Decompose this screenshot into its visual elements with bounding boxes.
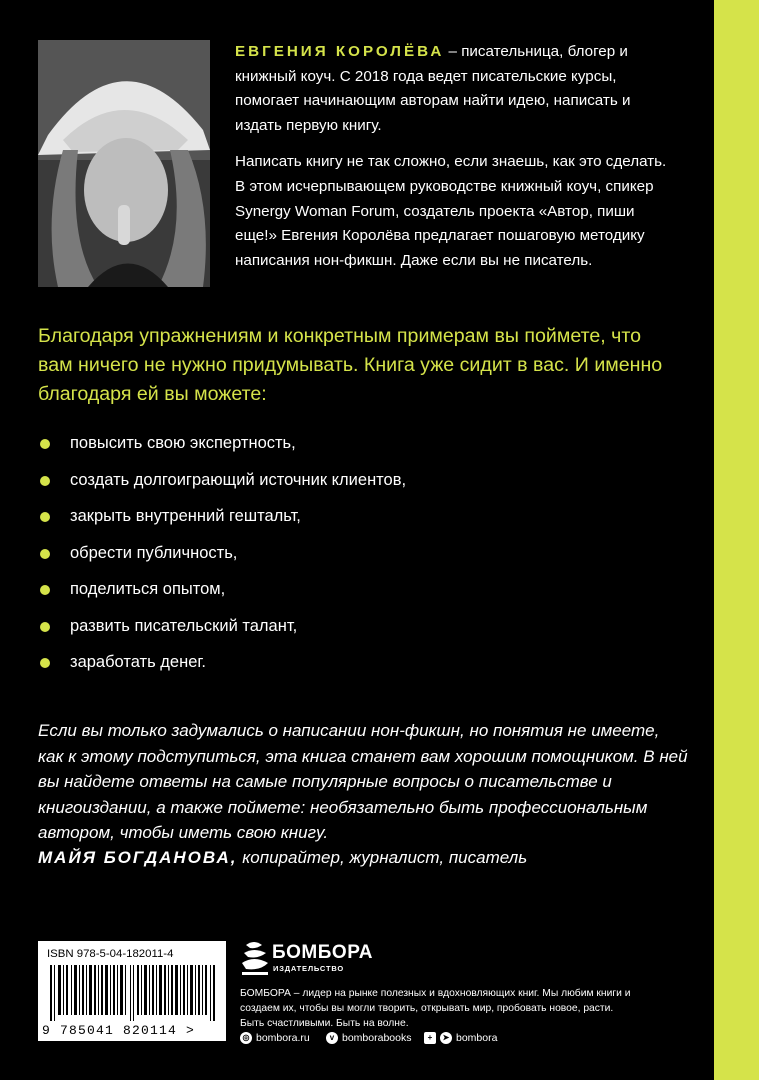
list-item: [38, 425, 658, 462]
bullet-icon: [40, 622, 50, 632]
list-item: [38, 571, 658, 608]
bullet-icon: [40, 512, 50, 522]
publisher-logo-subtitle: ИЗДАТЕЛЬСТВО: [273, 964, 344, 973]
reviewer-credit: [38, 848, 527, 868]
list-item-text: повысить свою экспертность,: [70, 434, 296, 452]
list-item: [38, 644, 658, 681]
globe-icon: ◎: [240, 1032, 252, 1044]
author-intro: [235, 40, 675, 138]
author-bio: [235, 40, 675, 273]
cover-spine-strip: [714, 0, 759, 1080]
author-bio-text: – писательница, блогер и книжный коуч. С 2018 года ведет писательские курсы, помогает начинающим авторам найти идею, написать и издать первую книгу.: [235, 43, 631, 134]
lead-text: Благодаря упражнениям и конкретным примерам вы поймете, что вам ничего не нужно придумывать. Книга уже сидит в вас. И именно благодаря ей вы можете:: [38, 325, 663, 405]
publisher-text: БОМБОРА – лидер на рынке полезных и вдохновляющих книг. Мы любим книги и создаем их, чтобы вы могли творить, открывать мир, пробовать новое, расти. Быть счастливыми. Быть на волне.: [240, 988, 631, 1029]
isbn-label: ISBN 978-5-04-182011-4: [47, 948, 174, 960]
list-item: [38, 498, 658, 535]
reviewer-role: копирайтер, журналист, писатель: [237, 848, 528, 867]
list-item: [38, 608, 658, 645]
list-item-text: обрести публичность,: [70, 543, 238, 562]
list-item-text: развить писательский талант,: [70, 616, 298, 635]
lead-paragraph: [38, 322, 678, 409]
reviewer-name: МАЙЯ БОГДАНОВА,: [38, 848, 238, 867]
publisher-about: [240, 986, 640, 1031]
social-vk-label: bomborabooks: [342, 1032, 412, 1044]
social-website: [240, 1031, 310, 1045]
benefits-list: [38, 425, 658, 681]
plus-icon: +: [424, 1032, 436, 1044]
bullet-icon: [40, 439, 50, 449]
barcode-bars: [50, 965, 218, 1021]
list-item-text: создать долгоиграющий источник клиентов,: [70, 470, 407, 489]
list-item-text: закрыть внутренний гештальт,: [70, 507, 301, 525]
publisher-logo-wordmark: БОМБОРА: [272, 942, 373, 963]
bullet-icon: [40, 658, 50, 668]
social-telegram: [424, 1031, 497, 1045]
book-description: Написать книгу не так сложно, если знаешь, как это сделать. В этом исчерпывающем руководстве книжный коуч, спикер Synergy Woman Forum, создатель проекта «Автор, пиши еще!» Евгения Королёва предлагает пошаговую методику написания нон-фикшн. Даже если вы не писатель.: [235, 153, 667, 269]
barcode-digits: 9 785041 820114 >: [42, 1023, 196, 1038]
bullet-icon: [40, 476, 50, 486]
list-item: [38, 535, 658, 572]
author-photo: [38, 40, 210, 287]
social-vk: [326, 1031, 411, 1045]
social-telegram-label: bombora: [456, 1032, 498, 1044]
list-item: [38, 462, 658, 499]
review-text: Если вы только задумались о написании нон-фикшн, но понятия не имеете, как к этому подступиться, эта книга станет вам хорошим помощником. В ней вы найдете ответы на самые популярные вопросы о писательстве и книгоиздании, а также поймете: необязательно быть профессиональным автором, чтобы иметь свою книгу.: [38, 721, 688, 842]
list-item-text: заработать денег.: [70, 653, 206, 671]
list-item-text: поделиться опытом,: [70, 580, 226, 598]
bullet-icon: [40, 585, 50, 595]
author-name: ЕВГЕНИЯ КОРОЛЁВА: [235, 43, 445, 60]
barcode-panel: [38, 941, 226, 1041]
social-website-label: bombora.ru: [256, 1032, 310, 1044]
vk-icon: v: [326, 1032, 338, 1044]
telegram-icon: ➤: [440, 1032, 452, 1044]
bullet-icon: [40, 549, 50, 559]
review-quote: [38, 718, 688, 846]
